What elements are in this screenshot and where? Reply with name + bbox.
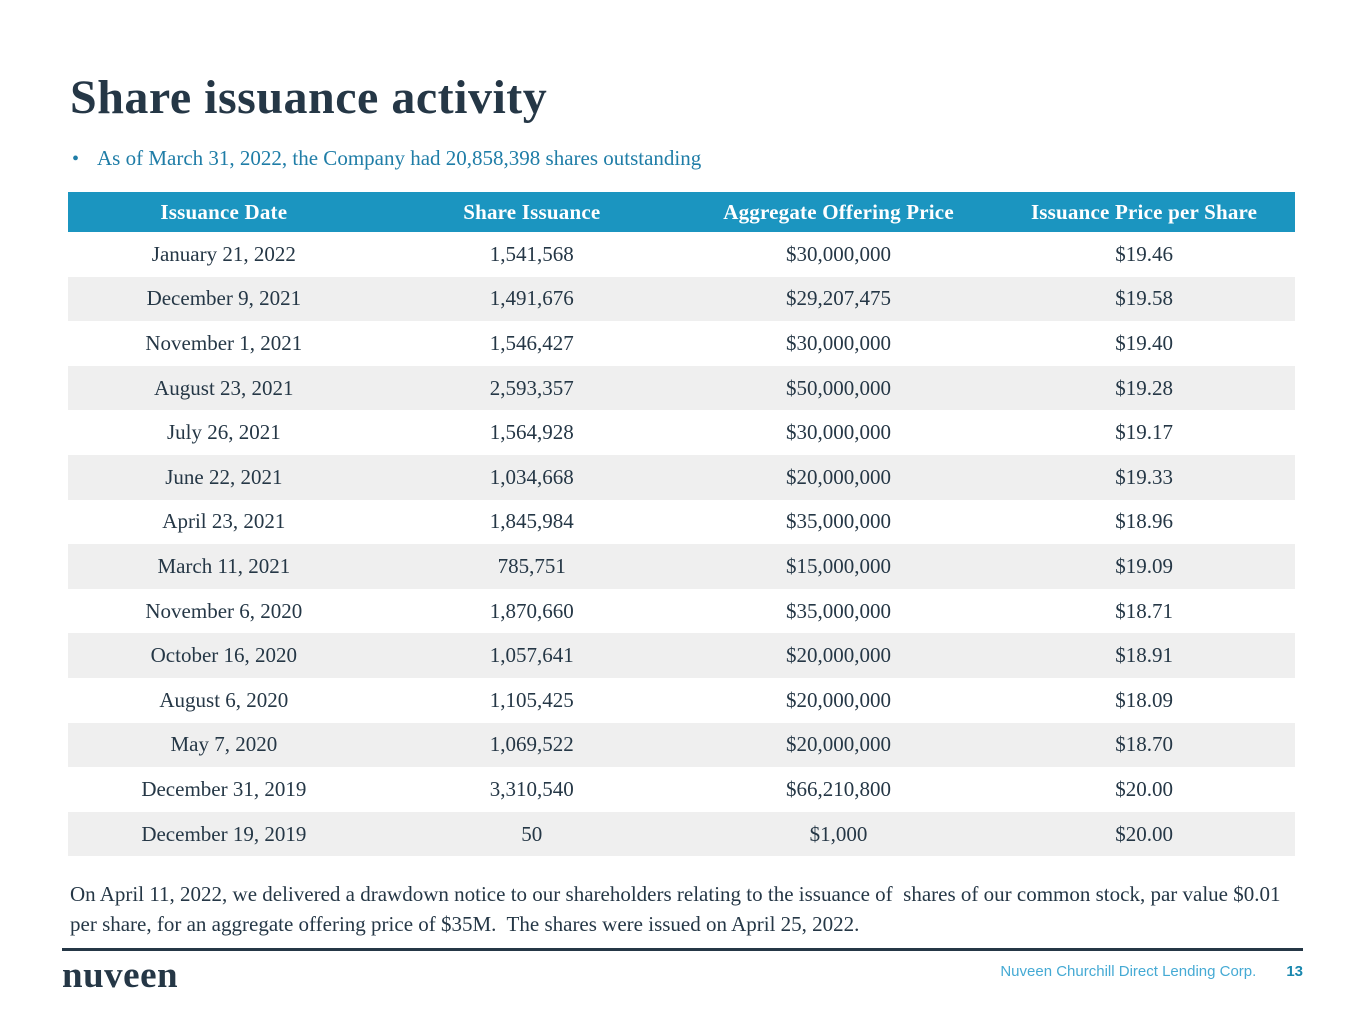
table-cell: $18.96	[1115, 509, 1173, 534]
table-cell: $20.00	[1115, 776, 1173, 801]
table-row	[68, 410, 1295, 455]
table-cell: January 21, 2022	[151, 241, 296, 266]
nuveen-logo: nuveen	[62, 955, 179, 996]
table-row	[68, 232, 1295, 277]
table-cell: $19.40	[1115, 330, 1173, 355]
table-cell: $19.09	[1115, 553, 1173, 578]
table-cell: $18.70	[1115, 732, 1173, 757]
table-cell: 3,310,540	[489, 776, 574, 801]
table-row	[68, 321, 1295, 366]
table-cell: $18.09	[1115, 687, 1173, 712]
table-cell: October 16, 2020	[150, 643, 298, 668]
table-cell: $15,000,000	[786, 553, 892, 578]
table-row	[68, 544, 1295, 589]
footer-right	[1000, 963, 1303, 980]
page-number: 13	[1286, 963, 1303, 980]
table-cell: $29,207,475	[786, 286, 892, 311]
table-row	[68, 723, 1295, 768]
table-row	[68, 633, 1295, 678]
table-cell: 1,491,676	[489, 286, 574, 311]
table-cell: 1,845,984	[489, 509, 574, 534]
table-cell: $30,000,000	[786, 330, 892, 355]
table-cell: 1,546,427	[489, 330, 574, 355]
table-cell: 1,870,660	[489, 598, 574, 623]
table-cell: March 11, 2021	[157, 553, 291, 578]
table-cell: $19.58	[1115, 286, 1173, 311]
table-row	[68, 812, 1295, 857]
table-cell: August 23, 2021	[154, 375, 294, 400]
table-row	[68, 767, 1295, 812]
table-cell: $1,000	[809, 821, 868, 846]
table-row	[68, 678, 1295, 723]
footnote-text: On April 11, 2022, we delivered a drawdown notice to our shareholders relating to the issuance of shares of our common stock, par value $0.01 per share, for an aggregate offering price of $35M. The shares were issued on April 25, 2022.	[70, 882, 1286, 936]
column-header-share-issuance: Share Issuance	[380, 192, 684, 232]
table-body	[68, 232, 1295, 856]
table-cell: June 22, 2021	[165, 464, 283, 489]
table-cell: $18.71	[1115, 598, 1173, 623]
table-cell: $18.91	[1115, 643, 1173, 668]
bullet-item	[72, 146, 701, 171]
table-row	[68, 366, 1295, 411]
column-header-issuance-date: Issuance Date	[68, 192, 380, 232]
table-cell: 1,034,668	[489, 464, 574, 489]
page-title: Share issuance activity	[70, 71, 548, 124]
company-name: Nuveen Churchill Direct Lending Corp.	[1000, 963, 1257, 980]
table-cell: $19.46	[1115, 241, 1173, 266]
column-header-aggregate-offering-price: Aggregate Offering Price	[684, 192, 993, 232]
table-cell: $30,000,000	[786, 420, 892, 445]
table-cell: November 6, 2020	[145, 598, 303, 623]
table-row	[68, 500, 1295, 545]
table-header-row	[68, 192, 1295, 232]
table-cell: 1,105,425	[489, 687, 574, 712]
table-cell: November 1, 2021	[145, 330, 303, 355]
table-cell: August 6, 2020	[159, 687, 289, 712]
footer-divider	[62, 948, 1303, 951]
share-issuance-table	[68, 192, 1295, 856]
table-cell: $35,000,000	[786, 509, 892, 534]
table-cell: $66,210,800	[786, 776, 892, 801]
table-cell: May 7, 2020	[170, 732, 278, 757]
table-cell: $30,000,000	[786, 241, 892, 266]
table-row	[68, 277, 1295, 322]
table-cell: 50	[521, 821, 543, 846]
column-header-issuance-price-per-share: Issuance Price per Share	[993, 192, 1295, 232]
bullet-icon: •	[72, 148, 80, 170]
table-cell: 785,751	[497, 553, 566, 578]
table-cell: $20,000,000	[786, 464, 892, 489]
table-cell: $19.33	[1115, 464, 1173, 489]
table-row	[68, 589, 1295, 634]
table-cell: 1,541,568	[489, 241, 574, 266]
table-cell: December 19, 2019	[141, 821, 307, 846]
table-cell: 1,057,641	[489, 643, 574, 668]
table-cell: $19.17	[1115, 420, 1173, 445]
table-cell: $35,000,000	[786, 598, 892, 623]
table-cell: $20,000,000	[786, 732, 892, 757]
table-cell: 2,593,357	[489, 375, 574, 400]
table-cell: December 31, 2019	[141, 776, 307, 801]
table-cell: $20,000,000	[786, 643, 892, 668]
table-cell: 1,564,928	[489, 420, 574, 445]
table-row	[68, 455, 1295, 500]
bullet-text: As of March 31, 2022, the Company had 20,858,398 shares outstanding	[97, 146, 702, 170]
table-cell: April 23, 2021	[162, 509, 286, 534]
table-cell: $19.28	[1115, 375, 1173, 400]
table-cell: July 26, 2021	[166, 420, 281, 445]
table-cell: $20,000,000	[786, 687, 892, 712]
table-cell: $20.00	[1115, 821, 1173, 846]
table-cell: $50,000,000	[786, 375, 892, 400]
table-cell: 1,069,522	[489, 732, 574, 757]
table-cell: December 9, 2021	[146, 286, 302, 311]
